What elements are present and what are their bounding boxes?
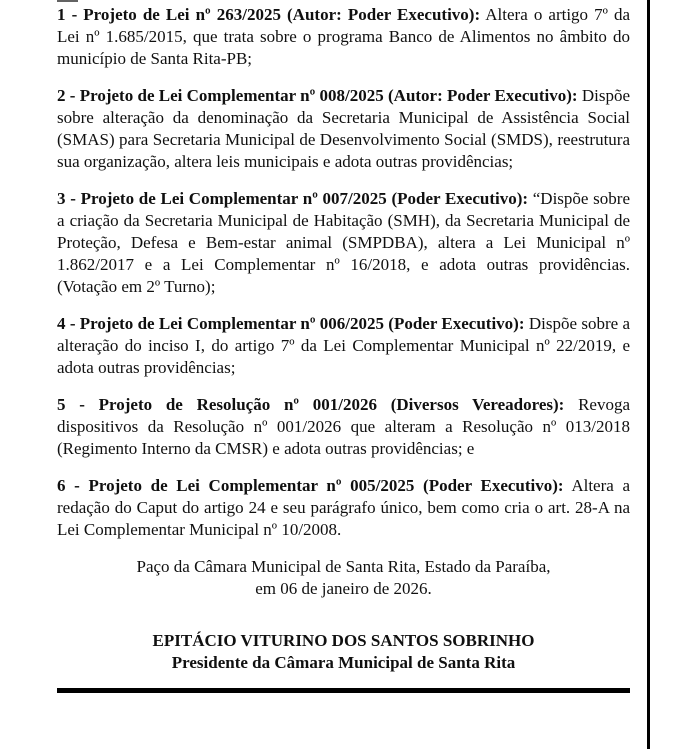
agenda-item-body: Dispõe sobre a alteração do inciso I, do artigo 7º da Lei Complementar Municipal nº 22/2019, e adota outras providências;: [57, 314, 631, 377]
agenda-item-body: “Dispõe sobre a criação da Secretaria Municipal de Habitação (SMH), da Secretaria Municipal de Proteção, Defesa e Bem-estar animal (SMPDBA), altera a Lei Municipal nº 1.862/2017 e a Lei Complementar nº 16/2018, e adota outras providências. (Votação em 2º Turno);: [57, 189, 631, 296]
signature-block: [57, 630, 630, 674]
closing-place-date: [57, 556, 630, 600]
signatory-name: EPITÁCIO VITURINO DOS SANTOS SOBRINHO: [152, 631, 535, 650]
agenda-item-body: Dispõe sobre alteração da denominação da Secretaria Municipal de Assistência Social (SMAS) para Secretaria Municipal de Desenvolvimento Social (SMDS), reestrutura sua organização, altera leis municipais e adota outras providências;: [57, 86, 630, 171]
closing-line2: em 06 de janeiro de 2026.: [255, 579, 432, 598]
agenda-item-label: 6 - Projeto de Lei Complementar nº 005/2025 (Poder Executivo):: [57, 476, 564, 495]
agenda-item-label: 1 - Projeto de Lei nº 263/2025 (Autor: Poder Executivo):: [57, 5, 481, 24]
agenda-content: [57, 0, 630, 693]
agenda-item-body: Altera a redação do Caput do artigo 24 e seu parágrafo único, bem como cria o art. 28-A na Lei Complementar Municipal nº 10/2008.: [57, 476, 630, 539]
agenda-item: [57, 188, 630, 298]
bottom-rule: [57, 688, 630, 693]
agenda-item-label: 5 - Projeto de Resolução nº 001/2026 (Diversos Vereadores):: [57, 395, 565, 414]
agenda-item: [57, 4, 630, 70]
agenda-item-body: Altera o artigo 7º da Lei nº 1.685/2015, que trata sobre o programa Banco de Alimentos no âmbito do município de Santa Rita-PB;: [57, 5, 630, 68]
agenda-item: [57, 394, 630, 460]
agenda-item-label: 2 - Projeto de Lei Complementar nº 008/2025 (Autor: Poder Executivo):: [57, 86, 578, 105]
agenda-item-label: 4 - Projeto de Lei Complementar nº 006/2025 (Poder Executivo):: [57, 314, 525, 333]
agenda-item: [57, 475, 630, 541]
signatory-title: Presidente da Câmara Municipal de Santa Rita: [171, 653, 516, 672]
agenda-item: [57, 85, 630, 173]
agenda-item-body: Revoga dispositivos da Resolução nº 001/2026 que alteram a Resolução nº 013/2018 (Regimento Interno da CMSR) e adota outras providências; e: [57, 395, 631, 458]
page-border-line: [647, 0, 650, 749]
closing-line1: Paço da Câmara Municipal de Santa Rita, Estado da Paraíba,: [136, 557, 551, 576]
agenda-item: [57, 313, 630, 379]
agenda-item-label: 3 - Projeto de Lei Complementar nº 007/2025 (Poder Executivo):: [57, 189, 529, 208]
